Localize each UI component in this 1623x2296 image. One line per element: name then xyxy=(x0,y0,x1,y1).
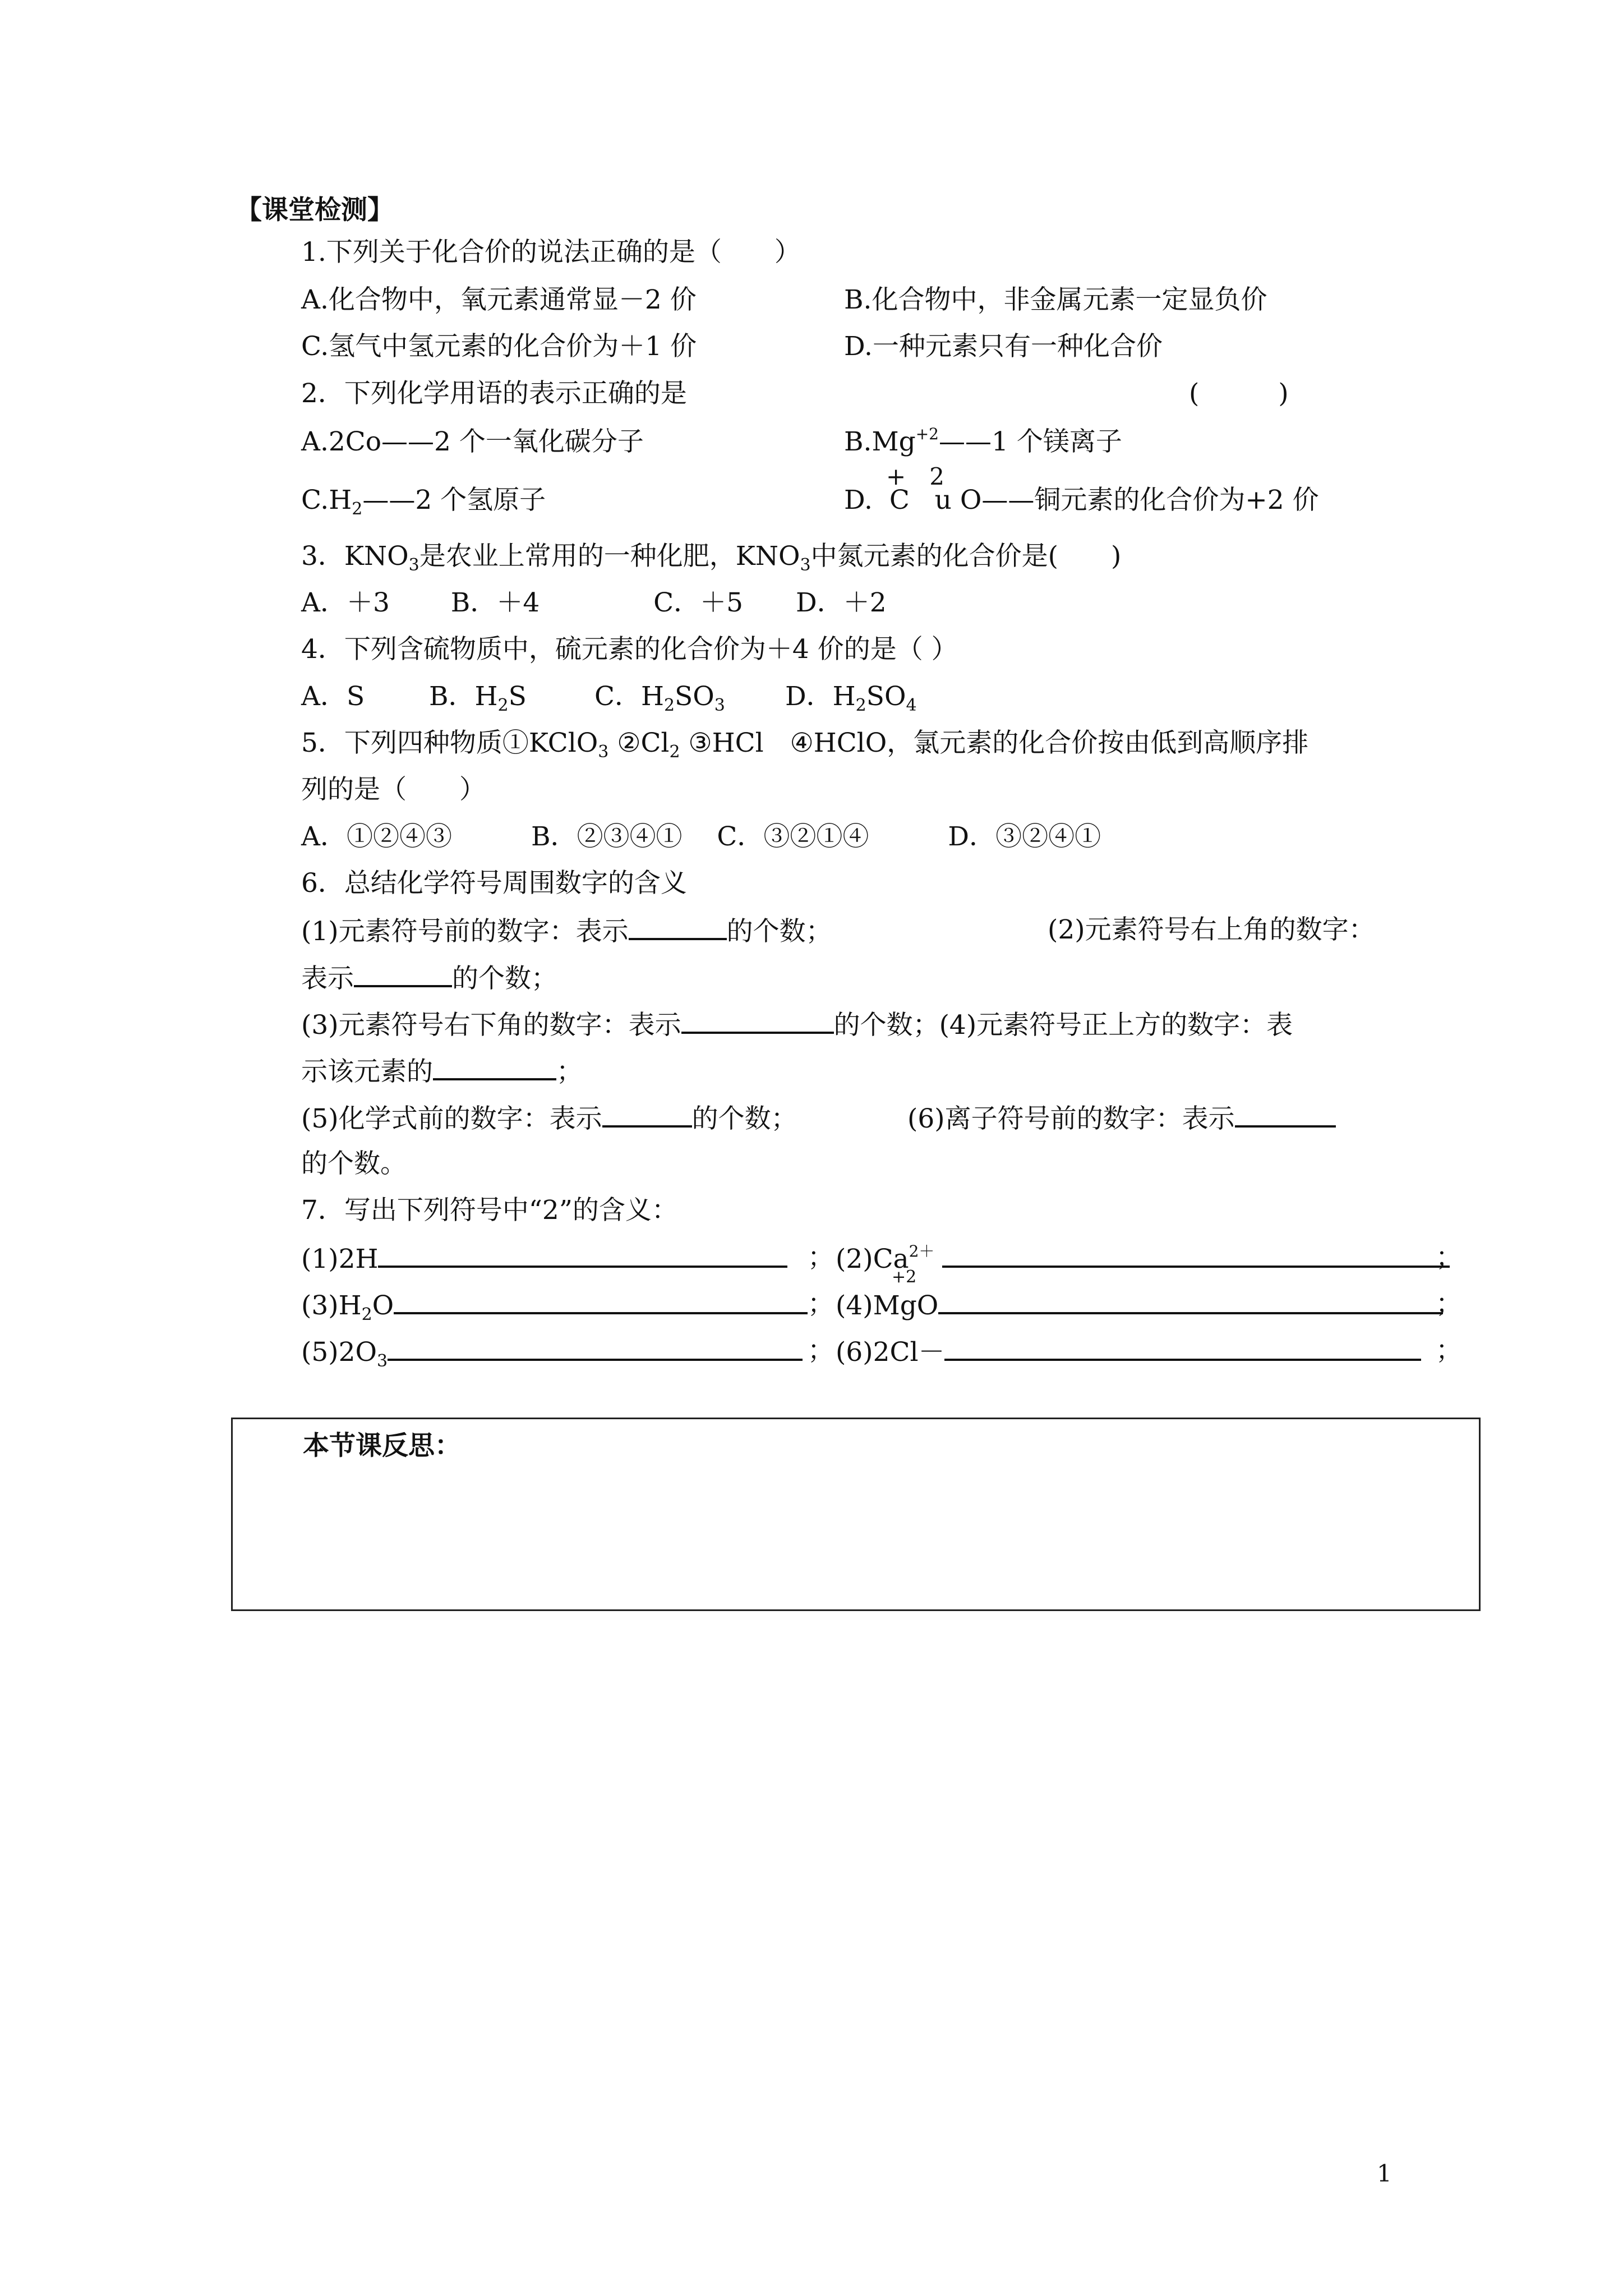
q2-option-b: $B.Mg^{+2}——1$ 个镁离子 xyxy=(844,425,1122,457)
q1-option-d: D.一种元素只有一种化合价 xyxy=(844,331,1163,362)
q6-blank-4[interactable] xyxy=(433,1053,556,1080)
q6-blank-5[interactable] xyxy=(602,1101,692,1128)
q7-item-4-valence: +2 xyxy=(892,1267,917,1287)
q6-item-2: (2)元素符号右上角的数字： xyxy=(1048,914,1375,945)
q6-item-1: (1)元素符号前的数字：表示 的个数； xyxy=(301,913,832,949)
q7-item-2: $(2)Ca^{2+}$ xyxy=(836,1241,1450,1276)
reflection-title: 本节课反思： xyxy=(303,1430,461,1461)
q2-option-c: $C.H_2——2$ 个氢原子 xyxy=(301,485,546,519)
q7-semicolon-1: ； xyxy=(808,1242,834,1273)
q7-item-6: (6)2Cl－ xyxy=(836,1334,1421,1369)
page-number: 1 xyxy=(1377,2160,1392,2187)
q1-stem: 1.下列关于化合价的说法正确的是（ ） xyxy=(301,237,801,268)
q5-options: A．①②④③ B．②③④① C．③②①④ D．③②④① xyxy=(301,821,1101,852)
q7-blank-4[interactable] xyxy=(938,1287,1443,1314)
q6-blank-3[interactable] xyxy=(681,1007,834,1034)
q7-semicolon-3: ； xyxy=(808,1289,834,1319)
q6-item-5: (5)化学式前的数字：表示 的个数； xyxy=(301,1101,797,1136)
q7-blank-6[interactable] xyxy=(944,1334,1421,1361)
q7-item-4: (4)MgO xyxy=(836,1287,1443,1323)
q7-blank-5[interactable] xyxy=(388,1334,803,1361)
q7-item-1: (1)2H xyxy=(301,1241,787,1276)
q7-blank-2[interactable] xyxy=(942,1241,1450,1268)
q6-item-6: (6)离子符号前的数字：表示 xyxy=(907,1101,1336,1136)
q6-blank-1[interactable] xyxy=(629,913,727,940)
q4-stem: 4．下列含硫物质中，硫元素的化合价为＋4 价的是（ ） xyxy=(301,634,958,665)
q6-blank-6[interactable] xyxy=(1235,1101,1336,1128)
q7-semicolon-4: ； xyxy=(1436,1289,1462,1319)
q1-option-c: C.氢气中氢元素的化合价为＋1 价 xyxy=(301,331,697,362)
q4-option-c: C．$H_2SO_3$ xyxy=(594,681,725,715)
reflection-box[interactable] xyxy=(231,1418,1481,1611)
q2-option-a: A.2Co——2 个一氧化碳分子 xyxy=(301,426,644,457)
q6-item-2-cont: 表示 的个数； xyxy=(301,960,557,996)
q1-option-b: B.化合物中，非金属元素一定显负价 xyxy=(844,284,1267,315)
q6-blank-2[interactable] xyxy=(354,960,452,987)
q7-stem: 7．写出下列符号中“2”的含义： xyxy=(301,1195,678,1226)
q3-options: A．＋3 B．＋4 C．＋5 D．＋2 xyxy=(301,587,887,618)
q5-stem: 5．下列四种物质①KClO$_3$ $②Cl_2$ ③HCl ④HClO，氯元素的化合价按由低到高顺序排 xyxy=(301,728,1309,762)
q4-option-b: B．$H_2S$ xyxy=(429,681,527,715)
q4-option-d: D．$H_2SO_4$ xyxy=(785,681,917,715)
q2-answer-paren: ( ) xyxy=(1189,378,1289,409)
q1-option-a: A.化合物中，氧元素通常显－2 价 xyxy=(301,284,697,315)
q7-blank-1[interactable] xyxy=(378,1241,787,1268)
q3-stem: 3．$KNO_3$是农业上常用的一种化肥，$KNO_3$中氮元素的化合价是( ) xyxy=(301,541,1122,575)
q6-stem: 6．总结化学符号周围数字的含义 xyxy=(301,868,687,899)
q7-item-3: $(3)H_2O$ xyxy=(301,1287,808,1323)
q6-item-3: (3)元素符号右下角的数字：表示 的个数；(4)元素符号正上方的数字：表 xyxy=(301,1007,1293,1042)
q7-semicolon-2: ； xyxy=(1436,1242,1462,1273)
q7-item-5: $(5)2O_3$ xyxy=(301,1334,803,1369)
section-header: 【课堂检测】 xyxy=(236,195,394,226)
q2-option-d-valence: + 2 xyxy=(886,463,944,490)
q7-semicolon-5: ； xyxy=(808,1335,834,1366)
q5-stem-line2: 列的是（ ） xyxy=(301,774,486,805)
q7-blank-3[interactable] xyxy=(394,1287,808,1314)
q7-semicolon-6: ； xyxy=(1436,1335,1462,1366)
q2-option-d: D. C u O——铜元素的化合价为+2 价 xyxy=(844,485,1319,516)
q4-option-a: A．S xyxy=(301,681,365,712)
q6-item-4: 示该元素的 ； xyxy=(301,1053,583,1089)
q6-item-6-cont: 的个数。 xyxy=(301,1148,407,1179)
q2-stem: 2．下列化学用语的表示正确的是 xyxy=(301,378,687,409)
